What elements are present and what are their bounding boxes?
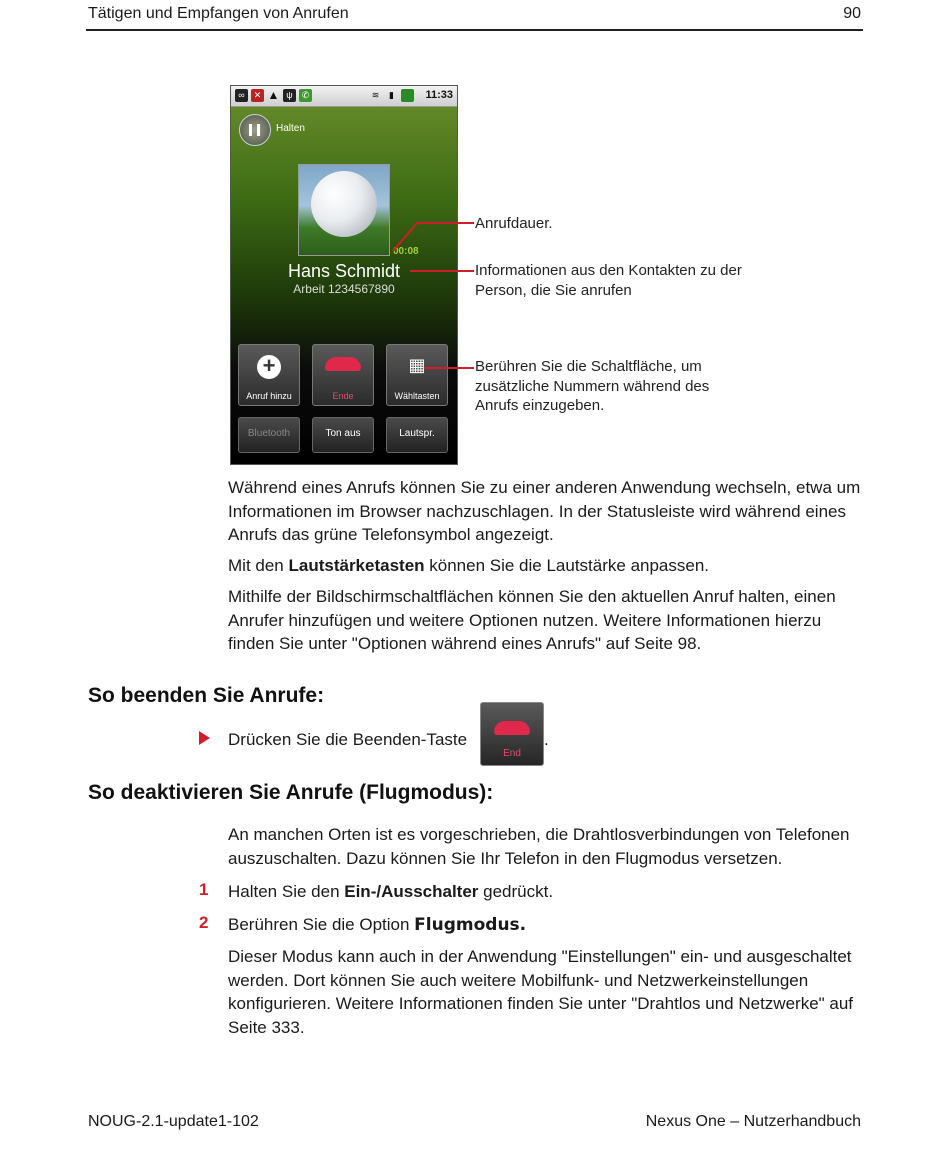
section-title-end-call: So beenden Sie Anrufe: bbox=[88, 684, 325, 707]
paragraph-volume: Mit den Lautstärketasten können Sie die Lautstärke anpassen. bbox=[228, 556, 710, 575]
paragraph-switch-apps: Während eines Anrufs können Sie zu einer anderen Anwendung wechseln, etwa um Informationen im Browser nachzuschlagen. In der Statusleiste wird während eines Anrufs das grüne Telefonsymbol angezeigt. bbox=[228, 478, 861, 544]
callout-lines bbox=[380, 215, 480, 375]
airplane-mode-term: Flugmodus. bbox=[414, 915, 527, 935]
end-key-icon bbox=[480, 702, 544, 766]
bluetooth-button[interactable] bbox=[238, 417, 300, 453]
call-timer: 00:08 bbox=[393, 246, 419, 257]
instruction-period: . bbox=[544, 730, 549, 749]
dialpad-label: Wähltasten bbox=[394, 391, 440, 401]
add-call-button[interactable] bbox=[238, 344, 300, 406]
missed-call-icon: ✕ bbox=[251, 89, 264, 102]
step-2-text: Berühren Sie die Option Flugmodus. bbox=[228, 915, 527, 935]
mute-button[interactable] bbox=[312, 417, 374, 453]
signal-icon: ▮ bbox=[389, 90, 394, 100]
callout-dialpad-line1: Berühren Sie die Schaltfläche, um bbox=[475, 358, 702, 375]
callout-dialpad-line3: Anrufs einzugeben. bbox=[475, 397, 605, 414]
step-1-text: Halten Sie den Ein-/Ausschalter gedrückt. bbox=[228, 882, 554, 901]
callout-dialpad-line2: zusätzliche Nummern während des bbox=[475, 378, 710, 395]
section-title-airplane-mode: So deaktivieren Sie Anrufe (Flugmodus): bbox=[88, 781, 494, 804]
warning-icon: ▲ bbox=[267, 88, 280, 102]
paragraph-settings-note: Dieser Modus kann auch in der Anwendung "Einstellungen" ein- und ausgeschaltet werden. Dort können Sie auch weitere Mobilfunk- und Netzwerkeinstellungen konfigurieren. Weitere Informationen finden Sie unter "Drahtlos und Netzwerke" auf Seite 333. bbox=[228, 947, 854, 1037]
speaker-label: Lautspr. bbox=[399, 428, 435, 439]
status-bar bbox=[231, 86, 457, 107]
paragraph-onscreen-buttons: Mithilfe der Bildschirmschaltflächen können Sie den aktuellen Anruf halten, einen Anrufer hinzufügen und weitere Optionen nutzen. Weitere Informationen hierzu finden Sie unter "Optionen während eines Anrufs" auf Seite 98. bbox=[228, 587, 836, 653]
status-time: 11:33 bbox=[425, 89, 453, 101]
hangup-icon bbox=[325, 357, 361, 371]
callout-duration: Anrufdauer. bbox=[475, 215, 553, 232]
contact-photo bbox=[298, 164, 390, 256]
battery-icon bbox=[401, 89, 414, 102]
end-call-label: Ende bbox=[332, 391, 354, 401]
power-button-term: Ein-/Ausschalter bbox=[344, 882, 479, 901]
footer-manual-title: Nexus One – Nutzerhandbuch bbox=[645, 1113, 861, 1130]
dialpad-icon: ▦ bbox=[408, 355, 426, 375]
hold-button[interactable] bbox=[239, 114, 271, 146]
running-header-title: Tätigen und Empfangen von Anrufen bbox=[88, 5, 349, 22]
add-call-label: Anruf hinzu bbox=[246, 391, 292, 401]
callout-contact-line1: Informationen aus den Kontakten zu der bbox=[475, 262, 742, 279]
usb-icon: ψ bbox=[283, 89, 296, 102]
page-number: 90 bbox=[843, 5, 861, 22]
mute-label: Ton aus bbox=[325, 428, 361, 439]
hangup-icon bbox=[494, 721, 530, 735]
footer-doc-id: NOUG-2.1-update1-102 bbox=[88, 1113, 259, 1130]
end-call-button[interactable] bbox=[312, 344, 374, 406]
caller-name: Hans Schmidt bbox=[287, 261, 401, 281]
speaker-button[interactable] bbox=[386, 417, 448, 453]
header-divider bbox=[86, 29, 863, 31]
callout-contact-line2: Person, die Sie anrufen bbox=[475, 282, 632, 299]
wifi-icon: ≋ bbox=[371, 90, 380, 100]
bullet-arrow-icon bbox=[199, 731, 210, 745]
volume-keys-term: Lautstärketasten bbox=[288, 556, 425, 575]
bluetooth-label: Bluetooth bbox=[247, 428, 291, 439]
golf-ball-image bbox=[311, 171, 377, 237]
end-key-label: End bbox=[503, 748, 521, 759]
phone-active-icon: ✆ bbox=[299, 89, 312, 102]
callout-line-duration bbox=[393, 223, 474, 251]
caller-number: Arbeit 1234567890 bbox=[293, 282, 395, 296]
pause-icon bbox=[249, 124, 252, 136]
plus-icon: + bbox=[257, 355, 281, 379]
paragraph-airplane-intro: An manchen Orten ist es vorgeschrieben, die Drahtlosverbindungen von Telefonen auszuschalten. Dazu können Sie Ihr Telefon in den Flugmodus versetzen. bbox=[228, 825, 850, 868]
end-call-instruction: Drücken Sie die Beenden-Taste bbox=[228, 730, 468, 749]
voicemail-icon: ∞ bbox=[235, 89, 248, 102]
hold-label: Halten bbox=[276, 123, 305, 134]
step-number-2: 2 bbox=[199, 913, 209, 932]
step-number-1: 1 bbox=[199, 880, 209, 899]
